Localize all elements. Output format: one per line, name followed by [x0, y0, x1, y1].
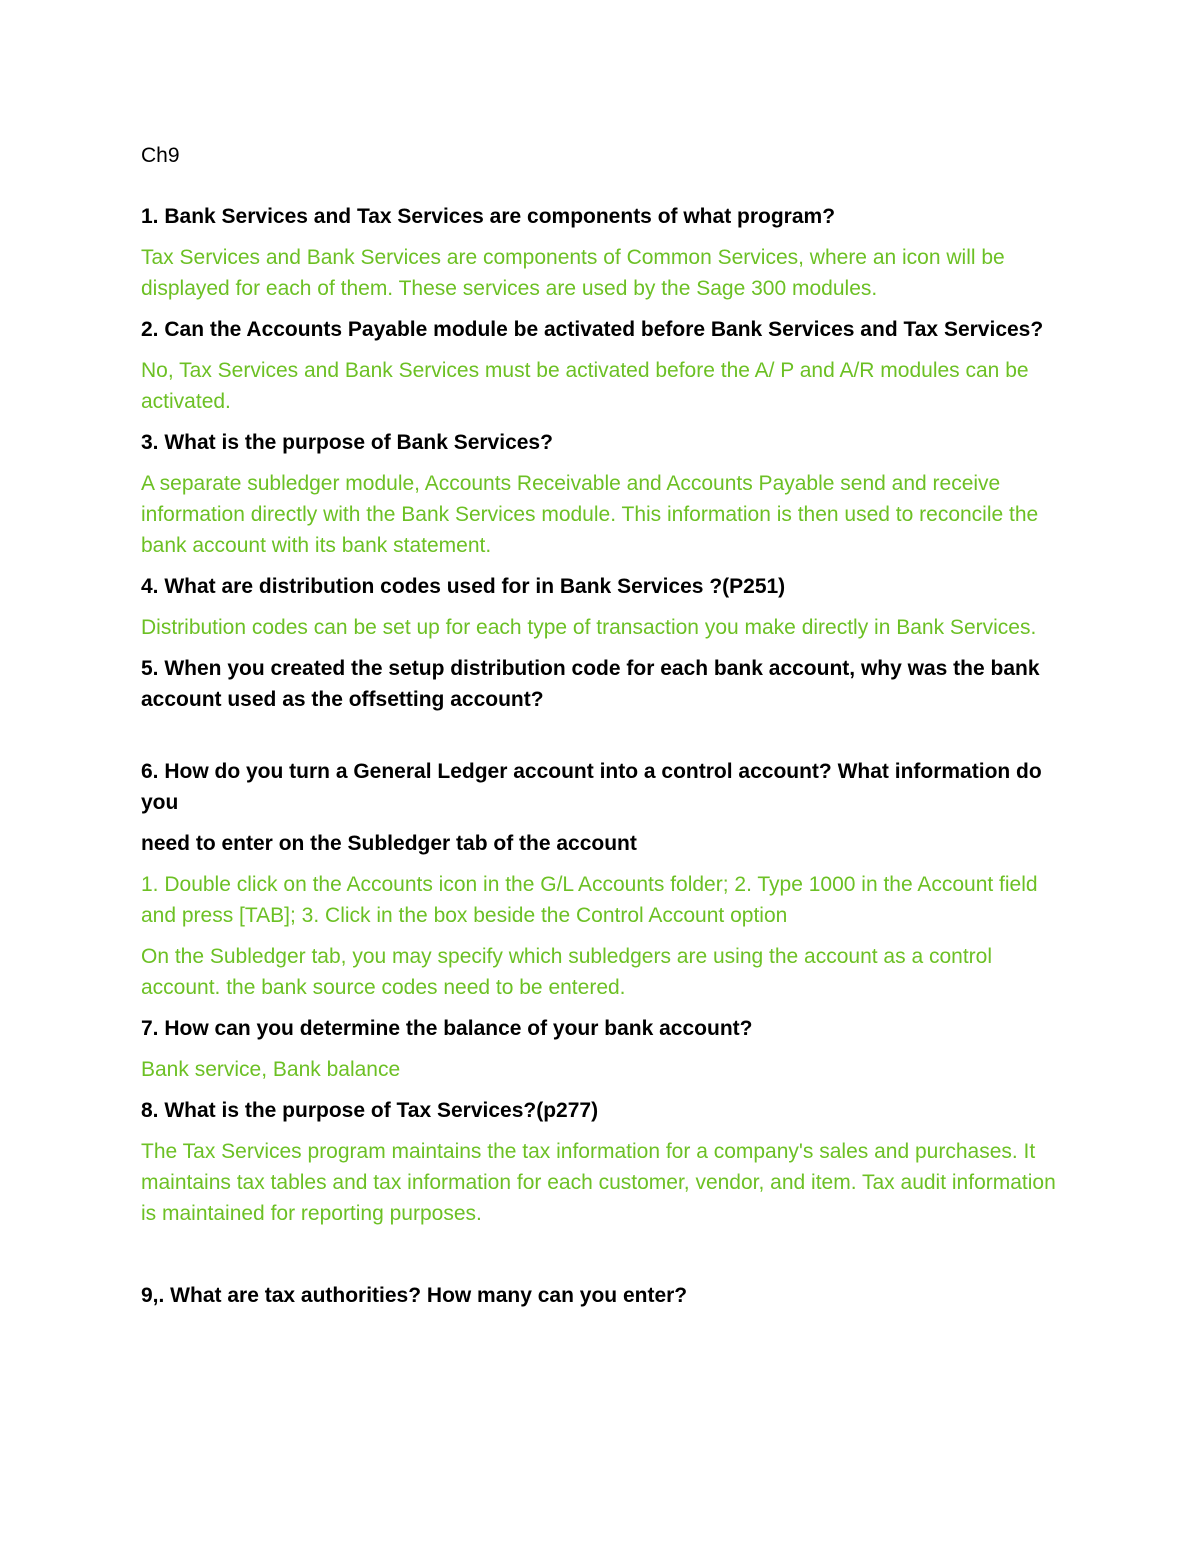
answer-1: Tax Services and Bank Services are components of Common Services, where an icon will be displayed for each of them. These services are used by the Sage 300 modules. [141, 246, 1005, 300]
question-5: 5. When you created the setup distribution code for each bank account, why was the bank account used as the offsetting account? [141, 657, 1040, 711]
question-6-part-2: need to enter on the Subledger tab of the account [141, 832, 637, 855]
answer-6-subledger: On the Subledger tab, you may specify which subledgers are using the account as a control account. the bank source codes need to be entered. [141, 945, 992, 999]
document-page [141, 140, 1061, 1321]
question-3: 3. What is the purpose of Bank Services? [141, 431, 553, 454]
question-4: 4. What are distribution codes used for in Bank Services ?(P251) [141, 575, 786, 598]
answer-3: A separate subledger module, Accounts Receivable and Accounts Payable send and receive information directly with the Bank Services module. This information is then used to reconcile the bank account with its bank statement. [141, 472, 1039, 557]
answer-8: The Tax Services program maintains the tax information for a company's sales and purchases. It maintains tax tables and tax information for each customer, vendor, and item. Tax audit information is maintained for reporting purposes. [141, 1140, 1056, 1225]
question-1: 1. Bank Services and Tax Services are components of what program? [141, 205, 836, 228]
answer-6-steps: 1. Double click on the Accounts icon in the G/L Accounts folder; 2. Type 1000 in the Account field and press [TAB]; 3. Click in the box beside the Control Account option [141, 873, 1038, 927]
chapter-heading: Ch9 [141, 144, 180, 167]
question-8: 8. What is the purpose of Tax Services?(p277) [141, 1099, 599, 1122]
question-2: 2. Can the Accounts Payable module be activated before Bank Services and Tax Services? [141, 318, 1044, 341]
question-9: 9,. What are tax authorities? How many can you enter? [141, 1284, 688, 1307]
answer-2: No, Tax Services and Bank Services must be activated before the A/ P and A/R modules can be activated. [141, 359, 1029, 413]
answer-7: Bank service, Bank balance [141, 1058, 401, 1081]
question-6-part-1: 6. How do you turn a General Ledger account into a control account? What information do you [141, 760, 1042, 814]
question-7: 7. How can you determine the balance of your bank account? [141, 1017, 753, 1040]
answer-4: Distribution codes can be set up for each type of transaction you make directly in Bank Services. [141, 616, 1037, 639]
